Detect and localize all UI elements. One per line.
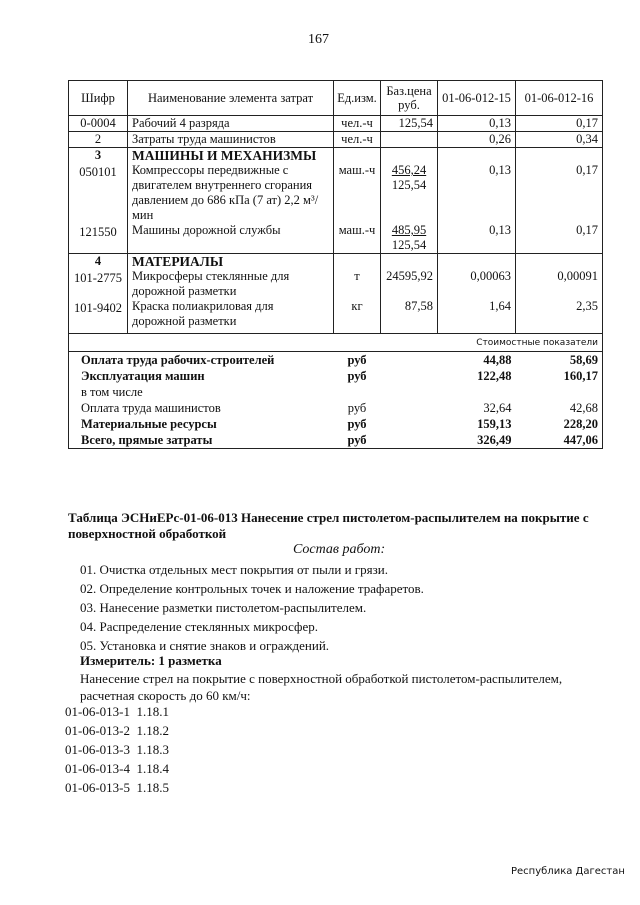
table-header xyxy=(69,81,603,116)
value-cell: 0,17 xyxy=(516,223,603,254)
summary-label: Материальные ресурсы xyxy=(69,416,334,432)
value-cell: 0,00063 xyxy=(438,269,516,299)
value-cell: 0,00091 xyxy=(516,269,603,299)
name-cell: Машины дорожной службы xyxy=(128,223,334,254)
work-item: 03. Нанесение разметки пистолетом-распылителем. xyxy=(80,600,367,615)
summary-label: Оплата труда машинистов xyxy=(69,400,334,416)
summary-value xyxy=(516,384,603,400)
code-cell: 0-0004 xyxy=(69,116,128,132)
price-cell xyxy=(381,116,438,132)
code-line xyxy=(65,761,169,777)
summary-value: 228,20 xyxy=(516,416,603,432)
summary-row xyxy=(69,384,603,400)
work-item: 01. Очистка отдельных мест покрытия от пыли и грязи. xyxy=(80,562,388,577)
summary-unit: руб xyxy=(334,432,381,449)
summary-value: 160,17 xyxy=(516,368,603,384)
value-cell: 0,17 xyxy=(516,116,603,132)
code-line xyxy=(65,780,169,796)
summary-label: Эксплуатация машин xyxy=(69,368,334,384)
price-secondary: 125,54 xyxy=(391,178,427,192)
code: 01-06-013-3 xyxy=(65,742,130,757)
value-cell: 0,13 xyxy=(438,223,516,254)
description: Нанесение стрел на покрытие с поверхностной обработкой пистолетом-распылителем, расчетная скорость до 60 км/ч: xyxy=(80,671,563,703)
summary-row xyxy=(69,400,603,416)
summary-unit: руб xyxy=(347,417,367,431)
reference: 1.18.2 xyxy=(136,723,169,738)
works-title: Состав работ: xyxy=(293,542,386,557)
summary-value: 159,13 xyxy=(477,417,512,431)
header-cell: 01-06-012-16 xyxy=(516,81,603,116)
unit-cell: кг xyxy=(334,299,381,334)
summary-value xyxy=(438,384,516,400)
summary-unit: руб xyxy=(347,369,367,383)
price-secondary: 125,54 xyxy=(391,238,427,252)
reference: 1.18.4 xyxy=(136,761,169,776)
header-cell: Ед.изм. xyxy=(334,81,381,116)
summary-value: 122,48 xyxy=(477,369,512,383)
summary-value: 44,88 xyxy=(483,353,512,367)
reference: 1.18.1 xyxy=(136,704,169,719)
summary-unit xyxy=(334,384,381,400)
code-line xyxy=(65,742,169,758)
summary-row xyxy=(69,352,603,369)
code-cell: 2 xyxy=(69,132,128,148)
summary-value: 42,68 xyxy=(516,400,603,416)
header-cell: 01-06-012-15 xyxy=(438,81,516,116)
work-item: 04. Распределение стеклянных микросфер. xyxy=(80,619,318,634)
table-row xyxy=(69,116,603,132)
work-item: 02. Определение контрольных точек и наложение трафаретов. xyxy=(80,581,424,596)
summary-label: в том числе xyxy=(69,384,334,400)
section-row xyxy=(69,254,603,270)
code: 01-06-013-1 xyxy=(65,704,130,719)
price-cell xyxy=(381,132,438,148)
code-cell: 4 xyxy=(69,254,128,270)
summary-row xyxy=(69,368,603,384)
resource-table xyxy=(68,80,603,449)
summary-label: Всего, прямые затраты xyxy=(69,432,334,449)
table-row xyxy=(69,223,603,254)
value-cell: 1,64 xyxy=(438,299,516,334)
price-cell xyxy=(381,269,438,299)
value-cell: 0,26 xyxy=(438,132,516,148)
value-cell: 0,34 xyxy=(516,132,603,148)
code-cell: 101-2775 xyxy=(69,269,128,299)
value-cell: 0,13 xyxy=(438,163,516,223)
summary-value: 326,49 xyxy=(438,432,516,449)
code-cell: 3 xyxy=(69,148,128,164)
price: 24595,92 xyxy=(386,269,433,283)
header-cell: Шифр xyxy=(69,81,128,116)
code: 01-06-013-4 xyxy=(65,761,130,776)
section-name: МАШИНЫ И МЕХАНИЗМЫ xyxy=(128,148,334,164)
work-item: 05. Установка и снятие знаков и ограждений. xyxy=(80,638,330,653)
price-cell xyxy=(381,163,438,223)
code: 01-06-013-5 xyxy=(65,780,130,795)
name-cell: Микросферы стеклянные для дорожной разметки xyxy=(128,269,334,299)
measure: Измеритель: 1 разметка xyxy=(80,653,222,668)
unit-cell: чел.-ч xyxy=(334,116,381,132)
unit-cell: маш.-ч xyxy=(334,163,381,223)
page-number: 167 xyxy=(308,32,329,47)
price-cell xyxy=(381,223,438,254)
section-name: МАТЕРИАЛЫ xyxy=(128,254,334,270)
code: 01-06-013-2 xyxy=(65,723,130,738)
summary-unit: руб xyxy=(347,401,367,415)
unit-cell: маш.-ч xyxy=(334,223,381,254)
header-cell: Наименование элемента затрат xyxy=(128,81,334,116)
unit-cell: т xyxy=(334,269,381,299)
summary-row xyxy=(69,416,603,432)
reference: 1.18.3 xyxy=(136,742,169,757)
summary-row xyxy=(69,432,603,449)
table-row xyxy=(69,269,603,299)
price-cell xyxy=(381,299,438,334)
reference: 1.18.5 xyxy=(136,780,169,795)
table-row xyxy=(69,299,603,334)
name-cell: Компрессоры передвижные с двигателем внутреннего сгорания давлением до 686 кПа (7 ат) 2,2 м³/мин xyxy=(128,163,334,223)
price: 125,54 xyxy=(398,116,433,130)
summary-value: 447,06 xyxy=(516,432,603,449)
table-row xyxy=(69,132,603,148)
price: 456,24 xyxy=(391,163,427,177)
summary-value: 58,69 xyxy=(516,352,603,369)
footer-region: Республика Дагестан xyxy=(511,866,625,877)
name-cell: Рабочий 4 разряда xyxy=(128,116,334,132)
summary-label: Оплата труда рабочих-строителей xyxy=(69,352,334,369)
code-line xyxy=(65,704,169,720)
price: 87,58 xyxy=(404,299,433,313)
code-cell: 121550 xyxy=(69,223,128,254)
section-row xyxy=(69,148,603,164)
name-cell: Краска полиакриловая для дорожной разметки xyxy=(128,299,334,334)
code-line xyxy=(65,723,169,739)
value-cell: 2,35 xyxy=(516,299,603,334)
section-title: Таблица ЭСНиЕРс-01-06-013 Нанесение стрел пистолетом-распылителем на покрытие с поверхностной обработкой xyxy=(68,510,589,541)
price: 485,95 xyxy=(391,223,427,237)
unit-cell: чел.-ч xyxy=(334,132,381,148)
value-cell: 0,13 xyxy=(438,116,516,132)
table-row xyxy=(69,163,603,223)
cost-indicators-label: Стоимостные показатели xyxy=(69,334,603,352)
value-cell: 0,17 xyxy=(516,163,603,223)
header-cell: Баз.цена руб. xyxy=(381,81,438,116)
code-cell: 101-9402 xyxy=(69,299,128,334)
code-cell: 050101 xyxy=(69,163,128,223)
name-cell: Затраты труда машинистов xyxy=(128,132,334,148)
summary-value: 32,64 xyxy=(483,401,512,415)
summary-unit: руб xyxy=(347,353,367,367)
